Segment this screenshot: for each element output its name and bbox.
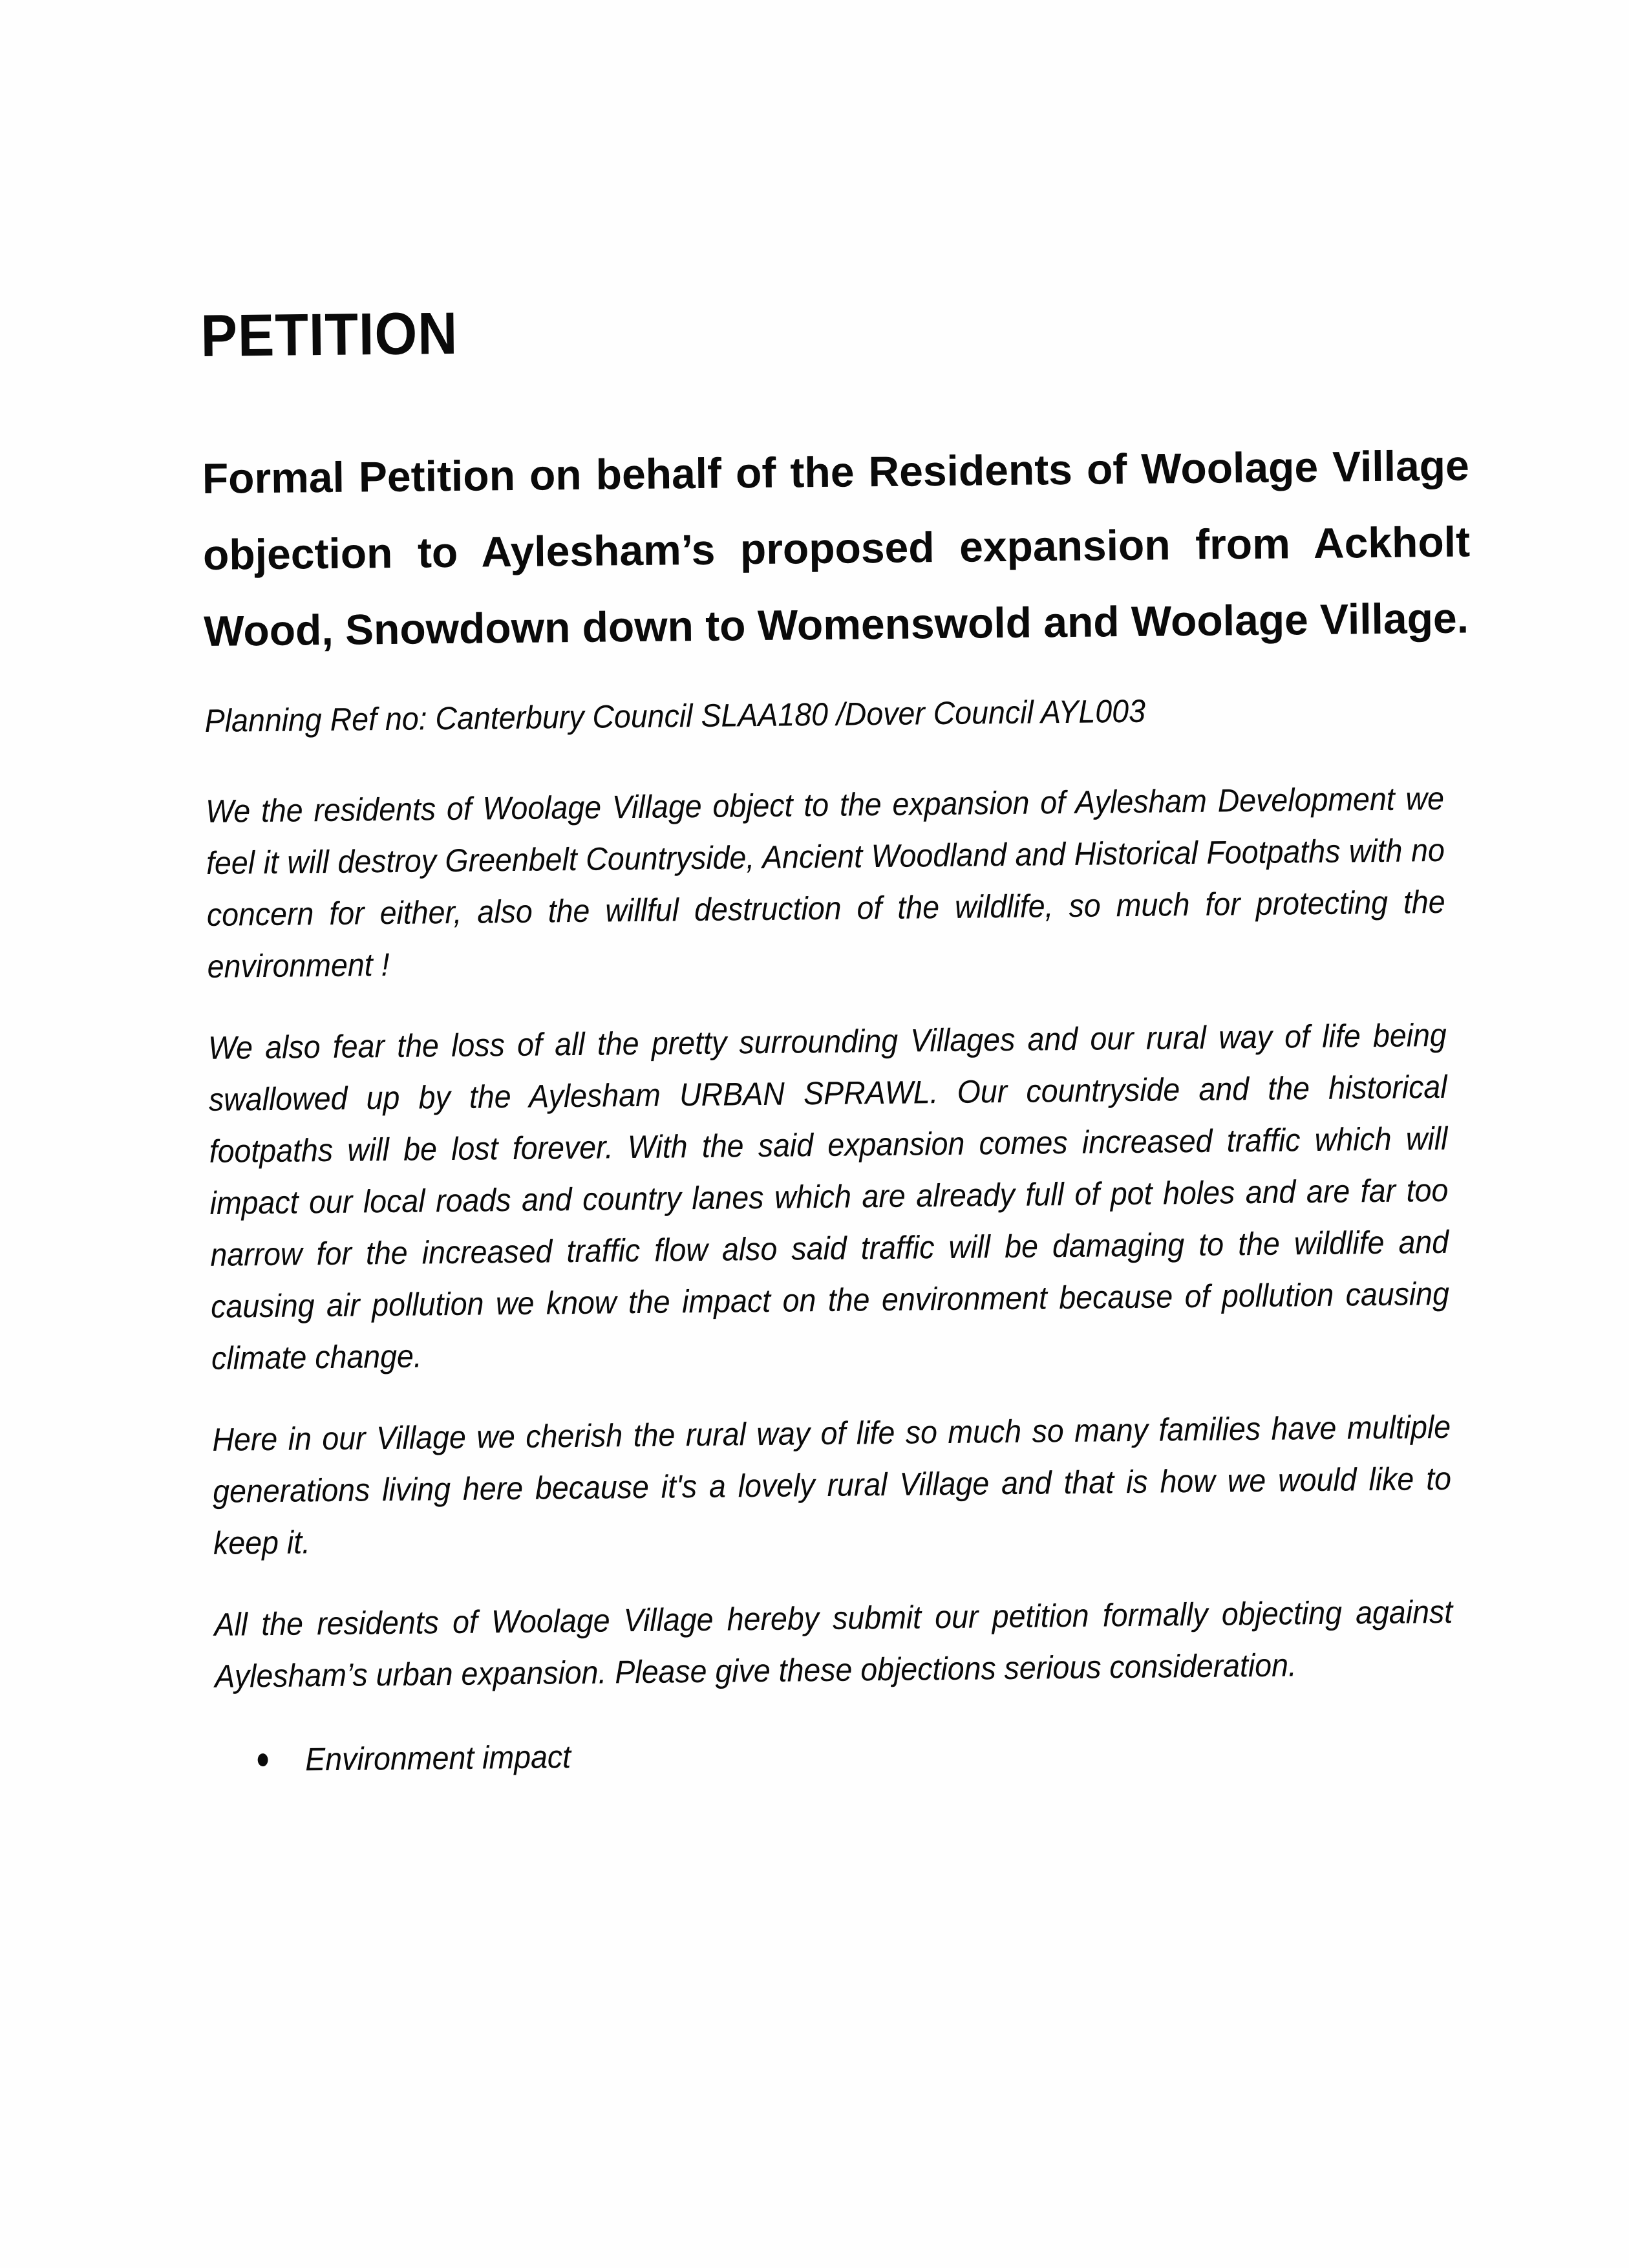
bullet-text: Environment impact xyxy=(304,1738,571,1778)
planning-reference: Planning Ref no: Canterbury Council SLAA180 /Dover Council AYL003 xyxy=(204,692,1146,740)
paragraph-rural-life: Here in our Village we cherish the rural way of life so much so many families have multiple generations living here because it's a lovely rural Village and that is how we would like to keep it. xyxy=(212,1409,1452,1562)
objection-bullet-list xyxy=(215,1722,1388,1786)
bullet-icon xyxy=(258,1753,268,1766)
paragraph-objection: We the residents of Woolage Village object to the expansion of Aylesham Development we feel it will destroy Greenbelt Countryside, Ancient Woodland and Historical Footpaths with no concern for either, also the willful destruction of the wildlife, so much for protecting the environment ! xyxy=(205,780,1445,985)
petition-subtitle: Formal Petition on behalf of the Residents of Woolage Village objection to Aylesham’s proposed expansion from Ackholt Wood, Snowdown down to Womenswold and Woolage Village. xyxy=(202,441,1471,656)
paragraph-submission: All the residents of Woolage Village hereby submit our petition formally objecting against Aylesham’s urban expansion. Please give these objections serious consideration. xyxy=(214,1594,1453,1695)
document-content xyxy=(200,291,1476,1786)
petition-title: PETITION xyxy=(200,300,458,369)
bullet-item xyxy=(257,1722,1388,1786)
paragraph-urban-sprawl: We also fear the loss of all the pretty surrounding Villages and our rural way of life being swallowed up by the Aylesham URBAN SPRAWL. Our countryside and the historical footpaths will be lost forever. With the said expansion comes increased traffic which will impact our local roads and country lanes which are already full of pot holes and are far too narrow for the increased traffic flow also said traffic will be damaging to the wildlife and causing air pollution we know the impact on the environment because of pollution causing climate change. xyxy=(208,1017,1450,1377)
